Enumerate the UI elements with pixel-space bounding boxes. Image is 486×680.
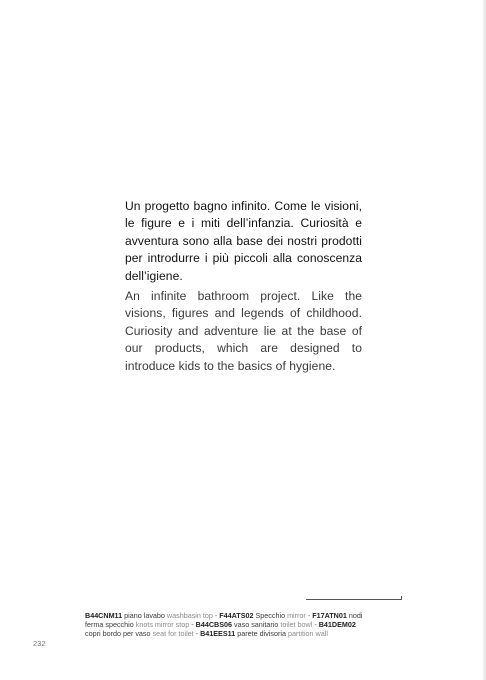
product-code: F44ATS02	[219, 611, 254, 620]
caption-line-2	[85, 620, 405, 629]
page-number: 232	[33, 639, 46, 648]
product-code: B41DEM02	[318, 620, 356, 630]
caption-separator: -	[305, 611, 313, 620]
paragraph-english: An infinite bathroom project. Like the visions, figures and legends of childhood. Curiosity and adventure lie at the base of our products, which are designed to introduce kids to the basics of hygiene.	[125, 289, 362, 373]
product-code: F17ATN01	[312, 611, 347, 620]
product-caption	[85, 611, 405, 639]
product-name-en: toilet bowl	[280, 620, 313, 630]
product-code: B41EES11	[200, 629, 236, 639]
product-name-en: partition wall	[287, 629, 328, 639]
product-code: B44CBS06	[195, 620, 233, 630]
caption-separator: -	[193, 629, 201, 639]
body-text-block	[125, 198, 362, 375]
caption-divider-tick	[401, 596, 402, 600]
product-name-it: copri bordo per vaso	[85, 629, 153, 639]
product-name-it: nodi	[346, 611, 363, 620]
product-name-en: washbasin top	[166, 611, 213, 620]
product-name-it: Specchio	[253, 611, 288, 620]
caption-separator: -	[189, 620, 196, 630]
caption-separator: -	[212, 611, 220, 620]
caption-separator: -	[312, 620, 319, 630]
product-name-en: knots mirror stop	[135, 620, 190, 630]
product-name-it: vaso sanitario	[232, 620, 281, 630]
product-name-it: parete divisoria	[235, 629, 288, 639]
caption-line-1	[85, 611, 405, 620]
caption-divider	[306, 599, 402, 600]
product-name-en: mirror	[287, 611, 306, 620]
product-name-it: piano lavabo	[122, 611, 167, 620]
product-name-en: seat for toilet	[152, 629, 194, 639]
paragraph-italian: Un progetto bagno infinito. Come le visioni, le figure e i miti dell’infanzia. Curiosità e avventura sono alla base dei nostri prodotti per introdurre i più piccoli alla conoscenza dell’igiene.	[125, 199, 362, 283]
product-code: B44CNM11	[85, 611, 123, 620]
caption-line-3	[85, 629, 405, 638]
product-name-it: ferma specchio	[85, 620, 136, 630]
